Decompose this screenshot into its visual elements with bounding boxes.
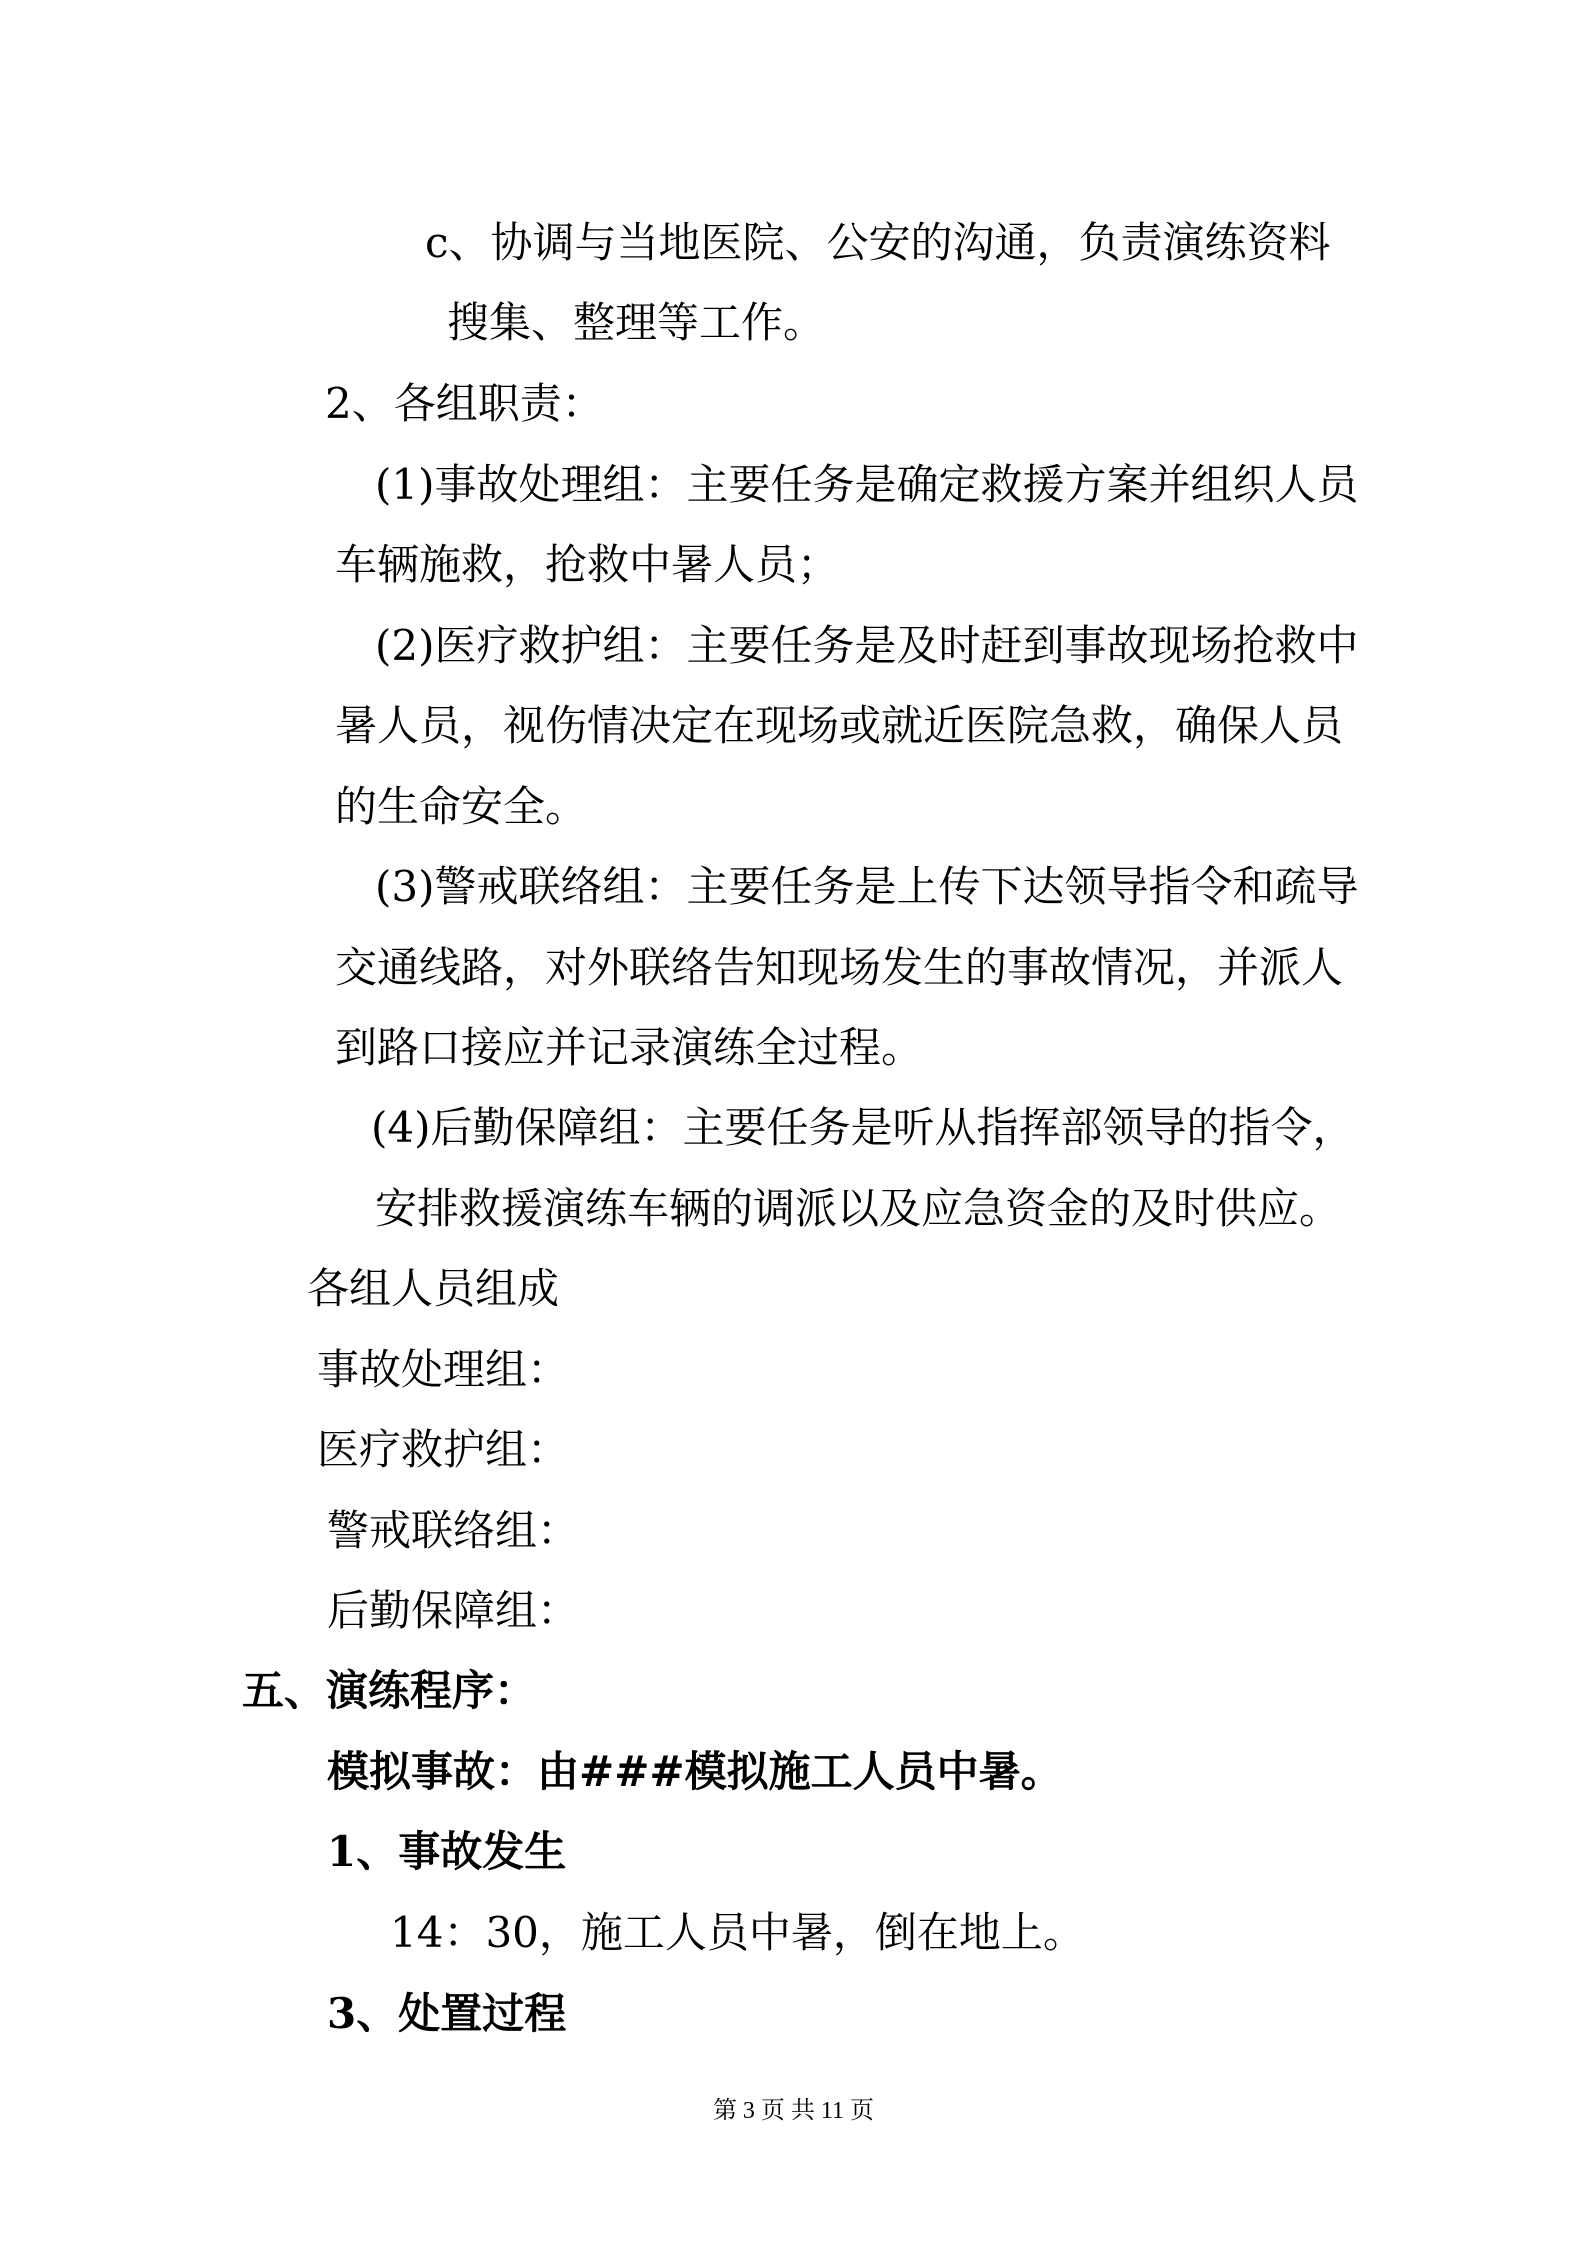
section-heading-drill-procedure: 五、演练程序：	[242, 1666, 537, 1715]
subheading-accident-occurs: 1、事故发生	[327, 1827, 567, 1876]
text-line-duty-4-cont: 安排救援演练车辆的调派以及应急资金的及时供应。	[375, 1184, 1342, 1233]
text-line-duty-3-cont-a: 交通线路，对外联络告知现场发生的事故情况，并派人	[335, 943, 1344, 992]
text-line-duty-1-cont: 车辆施救，抢救中暑人员；	[335, 540, 840, 589]
text-line-logistics-group: 后勤保障组：	[327, 1586, 580, 1635]
text-line-c-continuation: 搜集、整理等工作。	[447, 298, 826, 347]
text-line-duty-4: (4)后勤保障组：主要任务是听从指挥部领导的指令，	[371, 1103, 1355, 1152]
text-line-group-composition: 各组人员组成	[307, 1264, 560, 1313]
page-number-footer: 第 3 页 共 11 页	[712, 2098, 875, 2124]
text-line-duty-3-cont-b: 到路口接应并记录演练全过程。	[335, 1023, 924, 1072]
text-line-duty-1: (1)事故处理组：主要任务是确定救援方案并组织人员	[375, 460, 1359, 509]
text-line-security-group: 警戒联络组：	[327, 1506, 580, 1555]
text-line-duty-3: (3)警戒联络组：主要任务是上传下达领导指令和疏导	[375, 862, 1359, 911]
text-line-accident-group: 事故处理组：	[317, 1345, 570, 1394]
text-line-duty-2-cont-b: 的生命安全。	[335, 782, 588, 831]
text-line-duty-2-cont-a: 暑人员，视伤情决定在现场或就近医院急救，确保人员	[335, 701, 1344, 750]
text-line-c-coordination: c、协调与当地医院、公安的沟通，负责演练资料	[425, 218, 1331, 267]
text-line-medical-group: 医疗救护组：	[317, 1425, 570, 1474]
section-heading-group-duties: 2、各组职责：	[325, 379, 604, 428]
text-line-simulated-accident: 模拟事故：由###模拟施工人员中暑。	[327, 1747, 1063, 1796]
text-line-duty-2: (2)医疗救护组：主要任务是及时赶到事故现场抢救中	[375, 621, 1359, 670]
subheading-handling-process: 3、处置过程	[327, 1989, 567, 2038]
text-line-accident-time: 14：30，施工人员中暑，倒在地上。	[390, 1908, 1085, 1957]
